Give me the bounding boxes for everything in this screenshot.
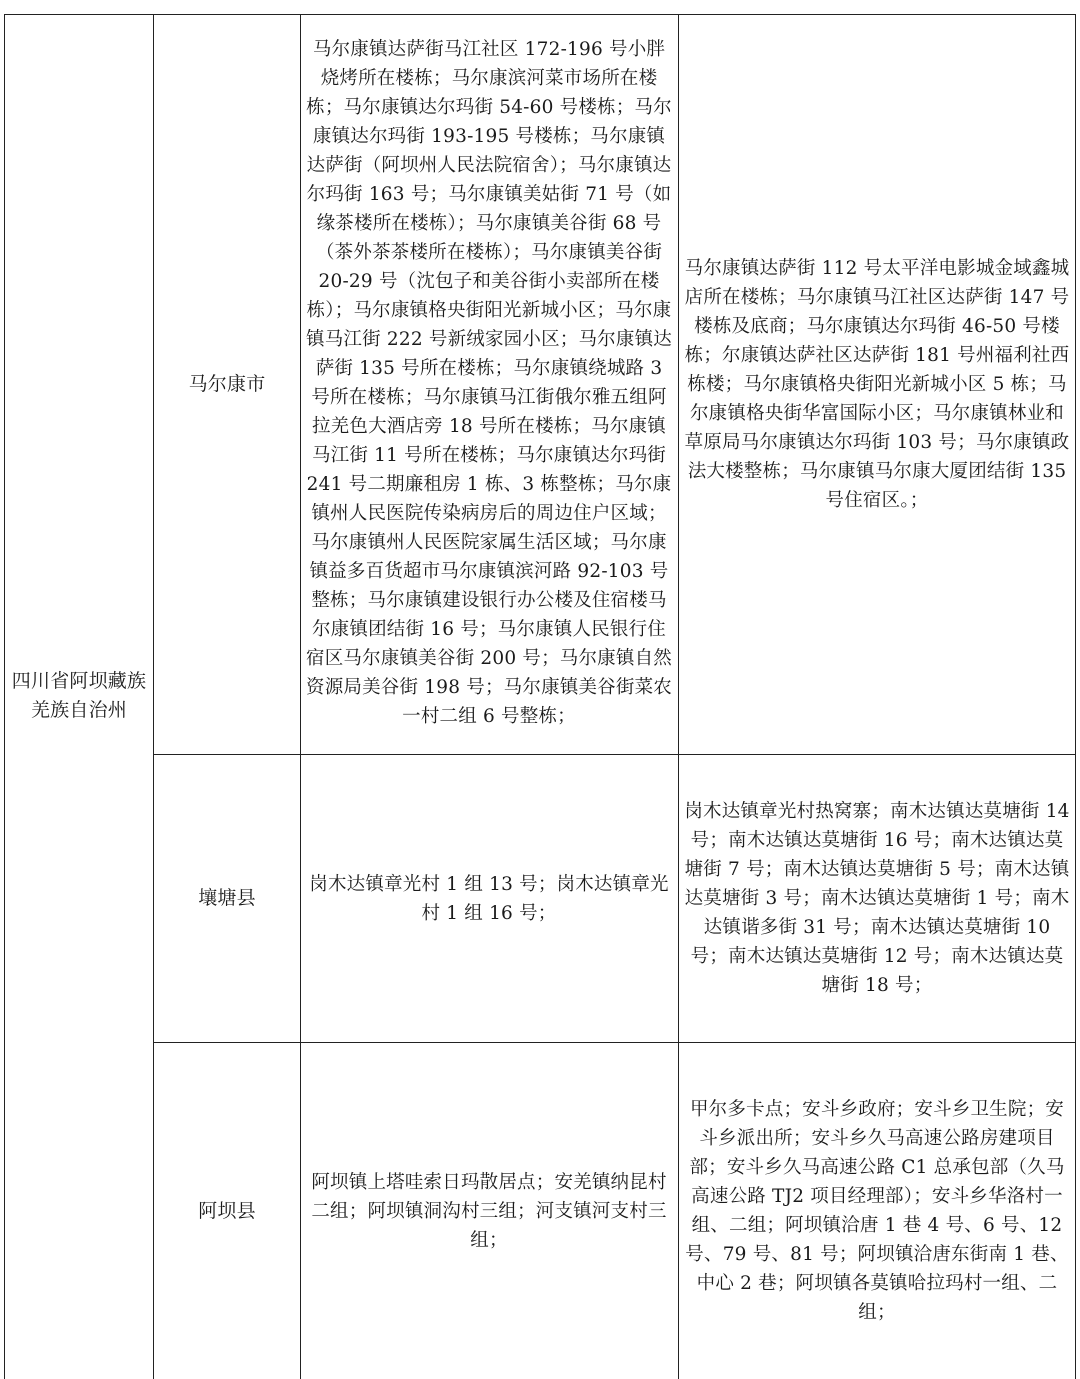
area-list-text: 岗木达镇章光村 1 组 13 号；岗木达镇章光村 1 组 16 号； [309,873,669,924]
area-list-text: 甲尔多卡点；安斗乡政府；安斗乡卫生院；安斗乡派出所；安斗乡久马高速公路房建项目部；安斗乡久马高速公路 C1 总承包部（久马高速公路 TJ2 项目经理部）；安斗乡华洛村一组、二组；阿坝镇洽唐 1 巷 4 号、6 号、12 号、79 号、81 号；阿坝镇洽唐东街南 1 巷、中心 2 巷；阿坝镇各莫镇哈拉玛村一组、二组； [685,1099,1069,1323]
area-list-text: 马尔康镇达萨街马江社区 172-196 号小胖烧烤所在楼栋；马尔康滨河菜市场所在楼栋；马尔康镇达尔玛街 54-60 号楼栋；马尔康镇达尔玛街 193-195 号楼栋；马尔康镇达萨街（阿坝州人民法院宿舍）；马尔康镇达尔玛街 163 号；马尔康镇美姑街 71 号（如缘茶楼所在楼栋）；马尔康镇美谷街 68 号（茶外茶茶楼所在楼栋）；马尔康镇美谷街 20-29 号（沈包子和美谷街小卖部所在楼栋）；马尔康镇格央街阳光新城小区；马尔康镇马江街 222 号新绒家园小区；马尔康镇达萨街 135 号所在楼栋；马尔康镇绕城路 3 号所在楼栋；马尔康镇马江街俄尔雅五组阿拉羌色大酒店旁 18 号所在楼栋；马尔康镇马江街 11 号所在楼栋；马尔康镇达尔玛街 241 号二期廉租房 1 栋、3 栋整栋；马尔康镇州人民医院传染病房后的周边住户区域；马尔康镇州人民医院家属生活区域；马尔康镇益多百货超市马尔康镇滨河路 92-103 号整栋；马尔康镇建设银行办公楼及住宿楼马尔康镇团结街 16 号；马尔康镇人民银行住宿区马尔康镇美谷街 200 号；马尔康镇自然资源局美谷街 198 号；马尔康镇美谷街菜农一村二组 6 号整栋； [306,39,672,727]
medium-risk-areas-maerkang [306,18,672,748]
prefecture-name: 四川省阿坝藏族羌族自治州 [11,670,147,721]
medium-risk-areas-rangtang [306,755,672,1042]
column-divider-1 [153,14,154,1379]
area-list-text: 马尔康镇达萨街 112 号太平洋电影城金域鑫城店所在楼栋；马尔康镇马江社区达萨街 147 号楼栋及底商；马尔康镇达尔玛街 46-50 号楼栋；尔康镇达萨社区达萨街 181 号州福利社西栋楼；马尔康镇格央街阳光新城小区 5 栋；马尔康镇格央街华富国际小区；马尔康镇林业和草原局马尔康镇达尔玛街 103 号；马尔康镇政法大楼整栋；马尔康镇马尔康大厦团结街 135 号住宿区。； [684,257,1070,511]
county-name: 壤塘县 [198,887,256,909]
area-list-text: 阿坝镇上塔哇索日玛散居点；安羌镇纳昆村二组；阿坝镇洞沟村三组；河支镇河支村三组； [311,1171,667,1251]
county-cell-rangtang [155,755,299,1042]
table-right-border [1075,14,1076,1379]
county-cell-aba [155,1043,299,1379]
low-risk-areas-maerkang [684,14,1070,754]
medium-risk-areas-aba [306,1043,672,1379]
table-left-border [4,14,5,1379]
county-name: 阿坝县 [198,1199,256,1222]
column-divider-2 [300,14,301,1379]
prefecture-cell [8,660,150,732]
low-risk-areas-rangtang [684,755,1070,1042]
low-risk-areas-aba [684,1043,1070,1379]
county-cell-maerkang [155,14,299,754]
column-divider-3 [678,14,679,1379]
area-list-text: 岗木达镇章光村热窝寨；南木达镇达莫塘街 14 号；南木达镇达莫塘街 16 号；南木达镇达莫塘街 7 号；南木达镇达莫塘街 5 号；南木达镇达莫塘街 3 号；南木达镇达莫塘街 1 号；南木达镇谐多街 31 号；南木达镇达莫塘街 10 号；南木达镇达莫塘街 12 号；南木达镇达莫塘街 18 号； [684,801,1070,996]
county-name: 马尔康市 [188,372,266,395]
